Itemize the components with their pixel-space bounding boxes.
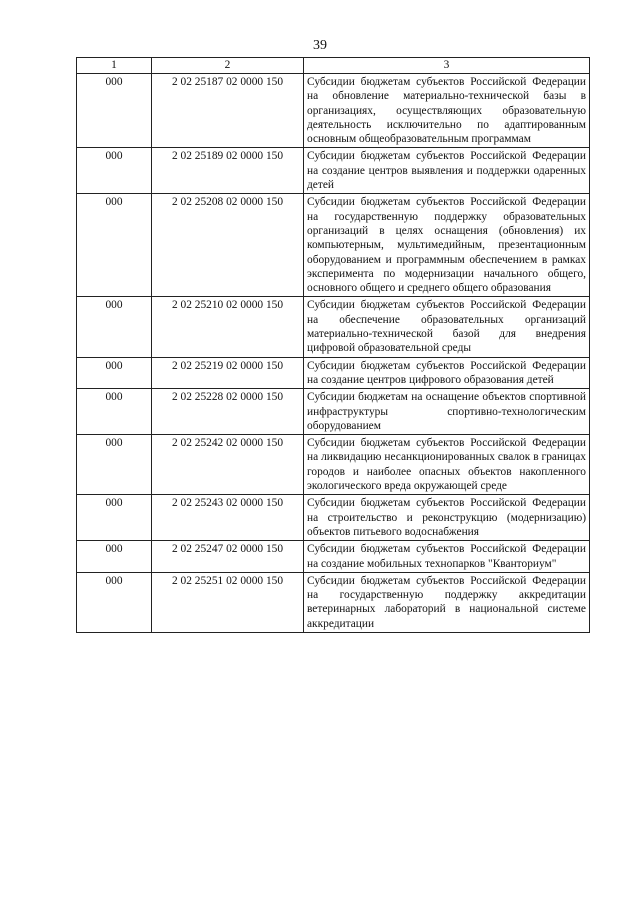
table-row	[77, 194, 590, 297]
kbk-code-cell: 2 02 25189 02 0000 150	[152, 148, 304, 194]
kbk-code-cell: 2 02 25242 02 0000 150	[152, 435, 304, 495]
budget-classification-table	[76, 57, 590, 633]
column-header-1: 1	[77, 58, 152, 74]
kbk-code-cell: 2 02 25243 02 0000 150	[152, 495, 304, 541]
admin-code-cell: 000	[77, 389, 152, 435]
table-row	[77, 74, 590, 148]
page-number: 39	[313, 38, 327, 53]
table-row	[77, 495, 590, 541]
admin-code-cell: 000	[77, 357, 152, 389]
admin-code-cell: 000	[77, 541, 152, 573]
table-row	[77, 435, 590, 495]
revenue-name-cell: Субсидии бюджетам субъектов Российской Федерации на строительство и реконструкцию (модернизацию) объектов питьевого водоснабжения	[304, 495, 590, 541]
admin-code-cell: 000	[77, 194, 152, 297]
revenue-name-cell: Субсидии бюджетам субъектов Российской Федерации на обновление материально-технической базы в организациях, осуществляющих образовательную деятельность исключительно по адаптированным основным общеобразовательным программам	[304, 74, 590, 148]
column-header-3: 3	[304, 58, 590, 74]
admin-code-cell: 000	[77, 148, 152, 194]
kbk-code-cell: 2 02 25208 02 0000 150	[152, 194, 304, 297]
kbk-code-cell: 2 02 25228 02 0000 150	[152, 389, 304, 435]
table-row	[77, 572, 590, 632]
revenue-name-cell: Субсидии бюджетам субъектов Российской Федерации на государственную поддержку образовательных организаций в целях оснащения (обновления) их компьютерным, мультимедийным, презентационным оборудованием и программным обеспечением в рамках эксперимента по модернизации начального общего, основного общего и среднего общего образования	[304, 194, 590, 297]
table-header-row	[77, 58, 590, 74]
admin-code-cell: 000	[77, 495, 152, 541]
column-header-2: 2	[152, 58, 304, 74]
admin-code-cell: 000	[77, 74, 152, 148]
table-row	[77, 297, 590, 357]
admin-code-cell: 000	[77, 297, 152, 357]
kbk-code-cell: 2 02 25187 02 0000 150	[152, 74, 304, 148]
kbk-code-cell: 2 02 25219 02 0000 150	[152, 357, 304, 389]
revenue-name-cell: Субсидии бюджетам субъектов Российской Федерации на государственную поддержку аккредитации ветеринарных лабораторий в национальной системе аккредитации	[304, 572, 590, 632]
revenue-name-cell: Субсидии бюджетам субъектов Российской Федерации на создание центров выявления и поддержки одаренных детей	[304, 148, 590, 194]
revenue-name-cell: Субсидии бюджетам субъектов Российской Федерации на ликвидацию несанкционированных свалок в границах городов и наиболее опасных объектов накопленного экологического вреда окружающей среде	[304, 435, 590, 495]
revenue-name-cell: Субсидии бюджетам субъектов Российской Федерации на обеспечение образовательных организаций материально-технической базой для внедрения цифровой образовательной среды	[304, 297, 590, 357]
admin-code-cell: 000	[77, 435, 152, 495]
kbk-code-cell: 2 02 25210 02 0000 150	[152, 297, 304, 357]
kbk-code-cell: 2 02 25247 02 0000 150	[152, 541, 304, 573]
revenue-name-cell: Субсидии бюджетам субъектов Российской Федерации на создание центров цифрового образования детей	[304, 357, 590, 389]
table-row	[77, 357, 590, 389]
table-row	[77, 148, 590, 194]
kbk-code-cell: 2 02 25251 02 0000 150	[152, 572, 304, 632]
revenue-name-cell: Субсидии бюджетам на оснащение объектов спортивной инфраструктуры спортивно-технологическим оборудованием	[304, 389, 590, 435]
revenue-name-cell: Субсидии бюджетам субъектов Российской Федерации на создание мобильных технопарков "Кванториум"	[304, 541, 590, 573]
admin-code-cell: 000	[77, 572, 152, 632]
table-row	[77, 541, 590, 573]
table-row	[77, 389, 590, 435]
